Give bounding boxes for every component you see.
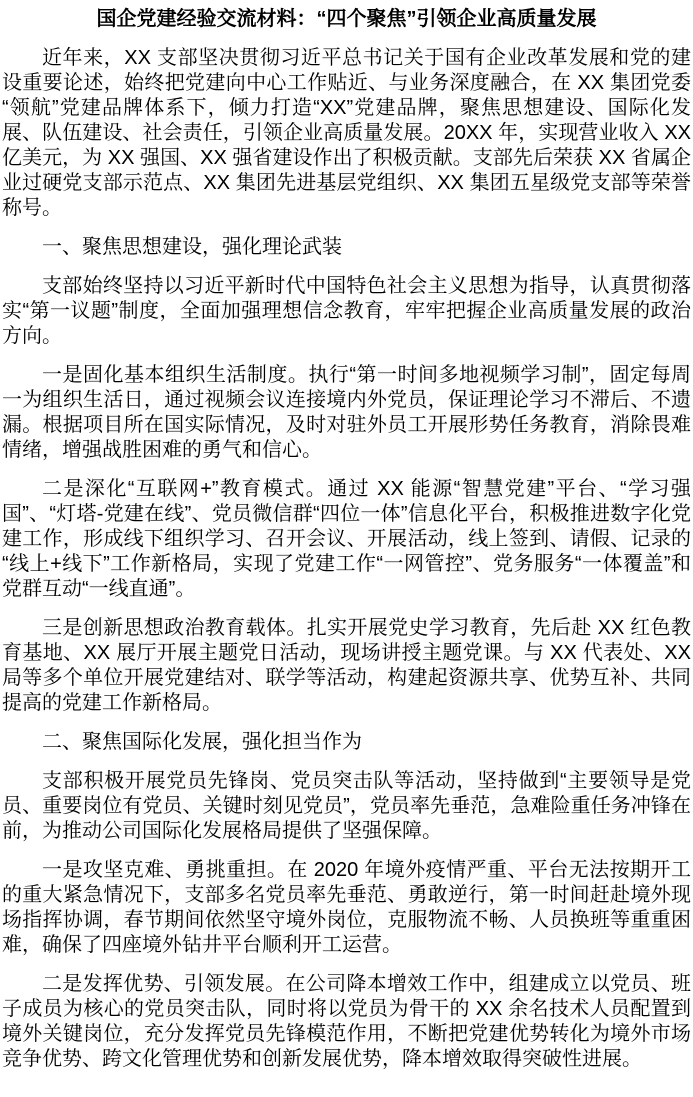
body-paragraph: 一是攻坚克难、勇挑重担。在 2020 年境外疫情严重、平台无法按期开工的重大紧急情况下，支部多名党员率先垂范、勇敢逆行，第一时间赶赴境外现场指挥协调，春节期间依然坚守境外岗位，克服物流不畅、人员换班等重重困难，确保了四座境外钻井平台顺利开工运营。	[2, 859, 691, 956]
body-paragraph: 一是固化基本组织生活制度。执行“第一时间多地视频学习制”，固定每周一为组织生活日，通过视频会议连接境内外党员，保证理论学习不滞后、不遗漏。根据项目所在国实际情况，及时对驻外员工开展形势任务教育，消除畏难情绪，增强战胜困难的勇气和信心。	[2, 364, 691, 461]
body-paragraph: 支部积极开展党员先锋岗、党员突击队等活动，坚持做到“主要领导是党员、重要岗位有党员、关键时刻见党员”，党员率先垂范，急难险重任务冲锋在前，为推动公司国际化发展格局提供了坚强保障。	[2, 770, 691, 842]
body-paragraph: 支部始终坚持以习近平新时代中国特色社会主义思想为指导，认真贯彻落实“第一议题”制度，全面加强理想信念教育，牢牢把握企业高质量发展的政治方向。	[2, 275, 691, 347]
body-paragraph: 二是发挥优势、引领发展。在公司降本增效工作中，组建成立以党员、班子成员为核心的党员突击队，同时将以党员为骨干的 XX 余名技术人员配置到境外关键岗位，充分发挥党员先锋模范作用，不断把党建优势转化为境外市场竞争优势、跨文化管理优势和创新发展优势，降本增效取得突破性进展。	[2, 973, 691, 1070]
body-paragraph: 近年来，XX 支部坚决贯彻习近平总书记关于国有企业改革发展和党的建设重要论述，始终把党建向中心工作贴近、与业务深度融合，在 XX 集团党委“领航”党建品牌体系下，倾力打造“XX”党建品牌，聚焦思想建设、国际化发展、队伍建设、社会责任，引领企业高质量发展。20XX 年，实现营业收入 XX 亿美元，为 XX 强国、XX 强省建设作出了积极贡献。支部先后荣获 XX 省属企业过硬党支部示范点、XX 集团先进基层党组织、XX 集团五星级党支部等荣誉称号。	[2, 47, 691, 219]
section-heading-2: 二、聚焦国际化发展，强化担当作为	[42, 731, 362, 753]
section-heading-1: 一、聚焦思想建设，强化理论武装	[42, 236, 342, 258]
body-paragraph: 三是创新思想政治教育载体。扎实开展党史学习教育，先后赴 XX 红色教育基地、XX 展厅开展主题党日活动，现场讲授主题党课。与 XX 代表处、XX 局等多个单位开展党建结对、联学等活动，构建起资源共享、优势互补、共同提高的党建工作新格局。	[2, 617, 691, 714]
document-title: 国企党建经验交流材料：“四个聚焦”引领企业高质量发展	[96, 8, 597, 30]
body-paragraph: 二是深化“互联网+”教育模式。通过 XX 能源“智慧党建”平台、“学习强国”、“灯塔-党建在线”、党员微信群“四位一体”信息化平台，积极推进数字化党建工作，形成线下组织学习、召开会议、开展活动，线上签到、请假、记录的“线上+线下”工作新格局，实现了党建工作“一网管控”、党务服务“一体覆盖”和党群互动“一线直通”。	[2, 478, 691, 600]
